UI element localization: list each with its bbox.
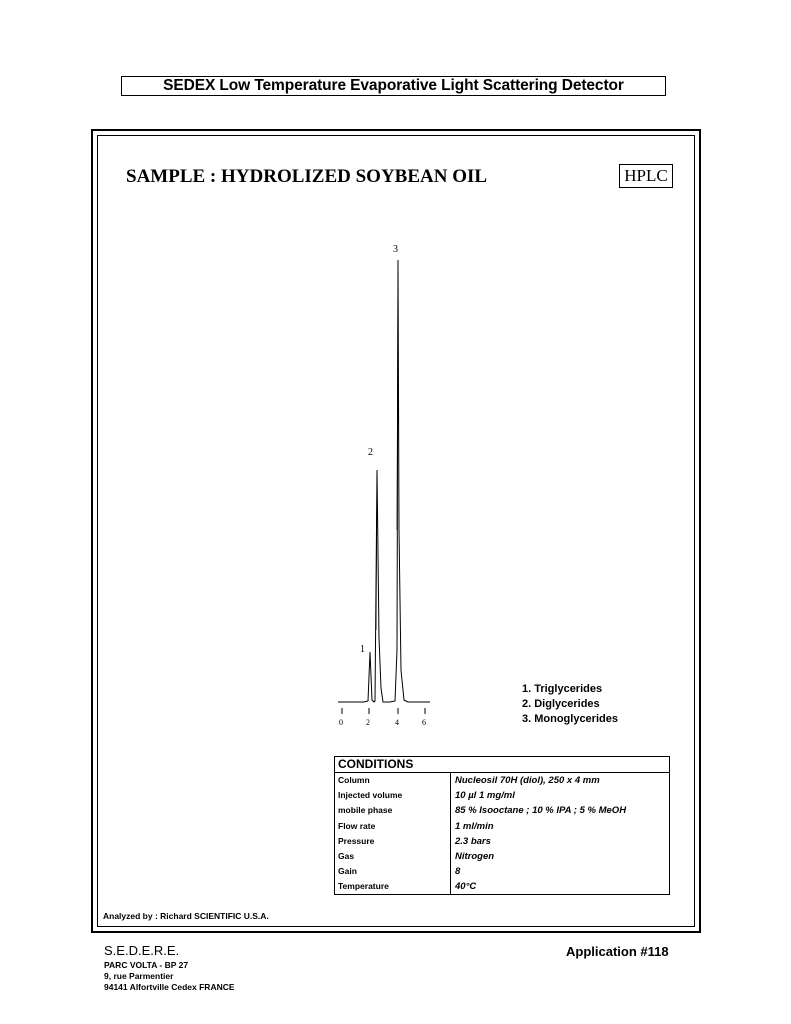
chromatogram-peak-2-edge	[376, 480, 377, 630]
table-row	[335, 849, 669, 864]
condition-label: Gain	[335, 864, 451, 879]
peak-label-1: 1	[360, 644, 365, 655]
company-address	[104, 960, 235, 993]
sample-title: SAMPLE : HYDROLIZED SOYBEAN OIL	[126, 166, 488, 187]
legend-item: 3. Monoglycerides	[522, 713, 618, 725]
address-line: 94141 Alfortville Cedex FRANCE	[104, 982, 235, 992]
table-row	[335, 803, 669, 818]
condition-label: Gas	[335, 849, 451, 864]
condition-label: Pressure	[335, 834, 451, 849]
analyzed-by: Analyzed by : Richard SCIENTIFIC U.S.A.	[103, 911, 269, 921]
condition-value: 2.3 bars	[455, 835, 491, 847]
chromatogram-baseline	[338, 260, 430, 702]
table-row	[335, 819, 669, 834]
legend-item: 2. Diglycerides	[522, 698, 600, 710]
conditions-table	[334, 756, 670, 895]
application-number: Application #118	[566, 944, 669, 959]
axis-tick-label: 2	[366, 718, 370, 727]
condition-value: 40°C	[455, 881, 477, 893]
peak-label-3: 3	[393, 244, 398, 255]
table-row	[335, 864, 669, 879]
axis-tick-label: 0	[339, 718, 343, 727]
peak-label-2: 2	[368, 447, 373, 458]
condition-label: Injected volume	[335, 788, 451, 803]
address-line: PARC VOLTA - BP 27	[104, 960, 189, 970]
conditions-heading: CONDITIONS	[335, 757, 669, 773]
peak-legend	[522, 682, 618, 727]
condition-label: mobile phase	[335, 803, 451, 818]
condition-label: Flow rate	[335, 819, 451, 834]
condition-label: Column	[335, 773, 451, 788]
page-header-title: SEDEX Low Temperature Evaporative Light Scattering Detector	[121, 76, 666, 96]
chromatogram	[320, 230, 450, 730]
table-row	[335, 773, 669, 788]
condition-label: Temperature	[335, 879, 451, 894]
axis-tick-label: 4	[395, 718, 399, 727]
condition-value: Nitrogen	[455, 850, 495, 862]
method-badge: HPLC	[619, 164, 673, 188]
axis-tick-label: 6	[422, 718, 426, 727]
address-line: 9, rue Parmentier	[104, 971, 174, 981]
condition-value: Nucleosil 70H (diol), 250 x 4 mm	[455, 775, 600, 786]
condition-value: 85 % Isooctane ; 10 % IPA ; 5 % MeOH	[455, 805, 627, 817]
table-row	[335, 879, 669, 894]
company-name: S.E.D.E.R.E.	[104, 943, 180, 958]
condition-value: 10 µl 1 mg/ml	[455, 790, 515, 802]
condition-value: 8	[455, 866, 461, 878]
legend-item: 1. Triglycerides	[522, 683, 603, 695]
table-row	[335, 788, 669, 803]
condition-value: 1 ml/min	[455, 820, 494, 832]
table-row	[335, 834, 669, 849]
